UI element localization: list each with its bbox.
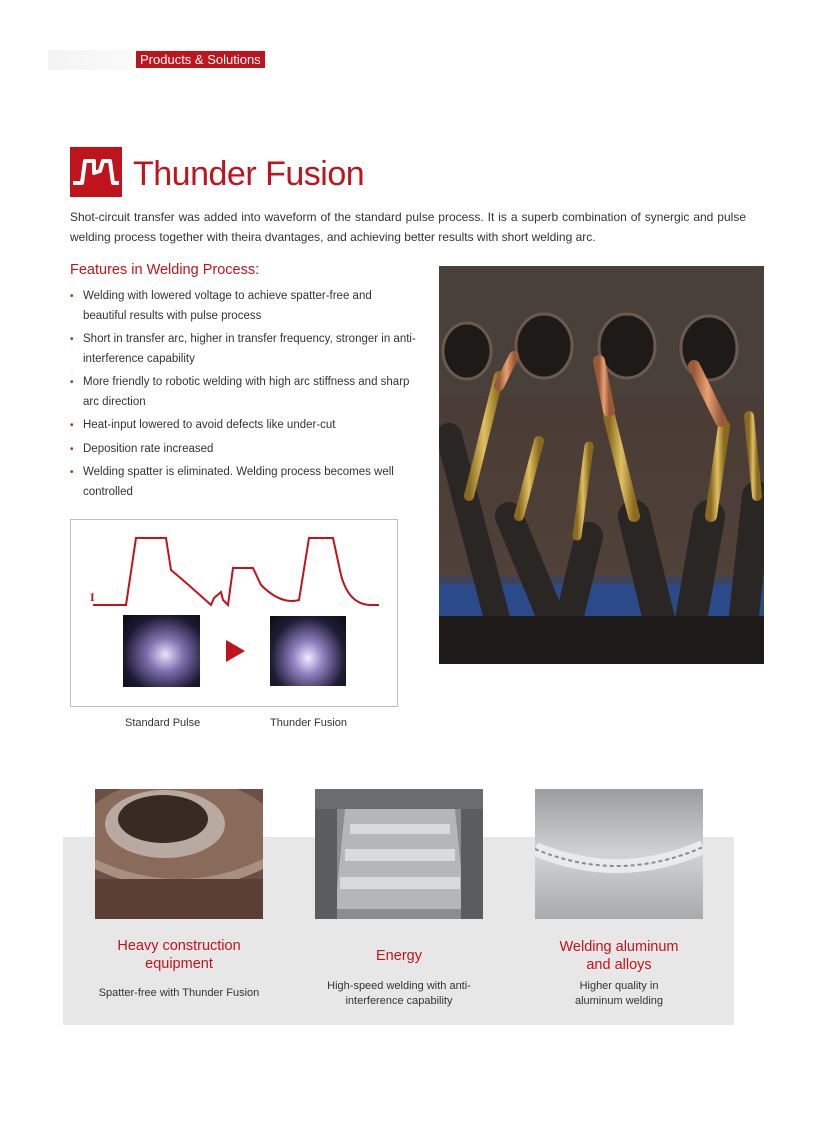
- waveform-diagram: [70, 519, 398, 707]
- application-title-aluminum: Welding aluminum and alloys: [559, 939, 679, 973]
- features-list: [70, 287, 416, 506]
- section-tag: Products & Solutions: [136, 51, 265, 68]
- heavy-construction-photo: [95, 789, 263, 919]
- standard-pulse-arc-image: [123, 615, 200, 687]
- bullet-icon: •: [70, 467, 74, 478]
- waveform-logo-icon: [70, 147, 122, 197]
- list-item: • Deposition rate increased: [70, 440, 416, 460]
- list-item: • Welding with lowered voltage to achieve spatter-free and beautiful results with pulse process: [70, 287, 416, 326]
- features-heading: Features in Welding Process:: [70, 262, 260, 278]
- energy-photo: [315, 789, 483, 919]
- application-desc-heavy: Spatter-free with Thunder Fusion: [98, 987, 260, 999]
- list-item: • Short in transfer arc, higher in transfer frequency, stronger in anti-interference capability: [70, 330, 416, 369]
- brand-logo: [48, 50, 134, 70]
- application-title-heavy: Heavy construction equipment: [117, 938, 241, 972]
- list-item: • Welding spatter is eliminated. Welding process becomes well controlled: [70, 463, 416, 502]
- robotic-torches-photo: [439, 266, 764, 664]
- aluminum-weld-photo: [535, 789, 703, 919]
- bullet-icon: •: [70, 334, 74, 345]
- bullet-icon: •: [70, 420, 74, 431]
- bullet-icon: •: [70, 443, 74, 455]
- application-desc-energy: High-speed welding with anti- interference capability: [327, 980, 471, 1007]
- bullet-icon: •: [70, 377, 74, 388]
- application-title-energy: Energy: [376, 948, 422, 964]
- thunder-fusion-arc-image: [270, 616, 346, 686]
- thunder-fusion-label: Thunder Fusion: [270, 717, 348, 729]
- list-item: • More friendly to robotic welding with high arc stiffness and sharp arc direction: [70, 373, 416, 412]
- standard-pulse-label: Standard Pulse: [125, 717, 201, 729]
- bullet-icon: •: [70, 291, 74, 302]
- intro-paragraph: Shot-circuit transfer was added into waveform of the standard pulse process. It is a superb combination of synergic and pulse welding process together with theira dvantages, and achieving better results with short welding arc.: [70, 210, 746, 244]
- page-title: Thunder Fusion: [133, 155, 365, 193]
- arrow-right-icon: [226, 640, 245, 662]
- list-item: • Heat-input lowered to avoid defects like under-cut: [70, 416, 416, 436]
- application-desc-aluminum: Higher quality in aluminum welding: [574, 980, 664, 1007]
- current-axis-label: I: [90, 590, 95, 604]
